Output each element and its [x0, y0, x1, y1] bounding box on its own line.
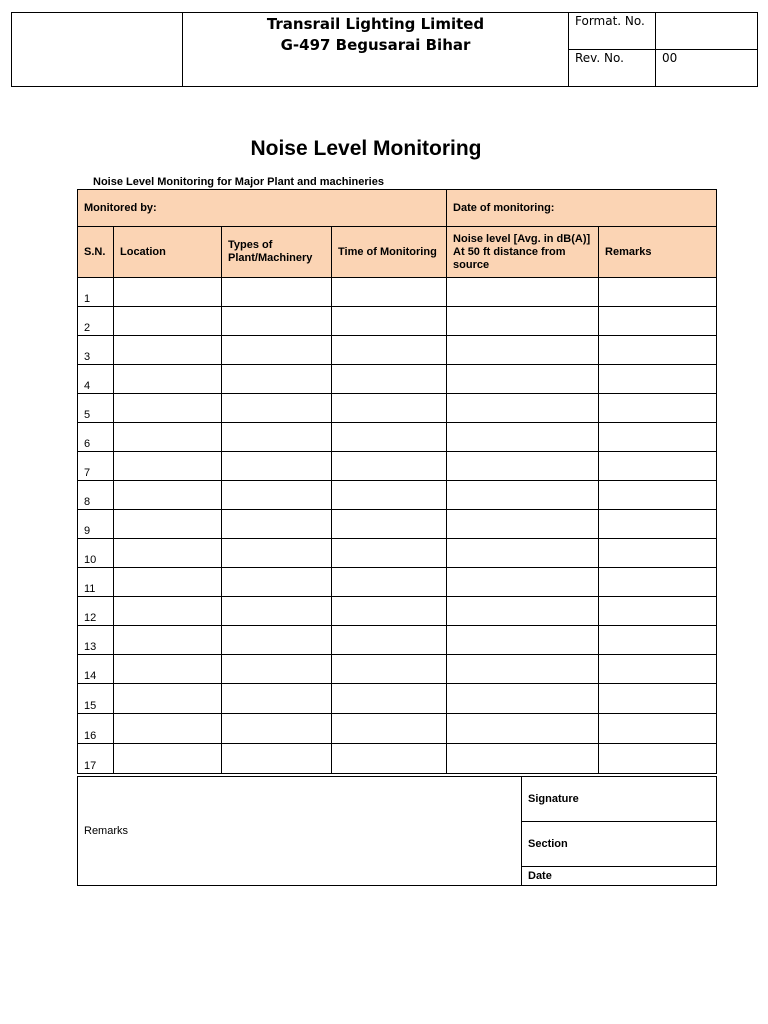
- signature-block: [77, 776, 717, 886]
- row-time-cell[interactable]: [332, 423, 447, 452]
- table-row: [78, 394, 717, 423]
- table-row: [78, 481, 717, 510]
- table-row: [78, 684, 717, 714]
- row-remarks-cell[interactable]: [599, 744, 717, 774]
- row-remarks-cell[interactable]: [599, 336, 717, 365]
- row-remarks-cell[interactable]: [599, 423, 717, 452]
- row-location-cell[interactable]: [114, 539, 222, 568]
- row-types-cell[interactable]: [222, 744, 332, 774]
- row-types-cell[interactable]: [222, 481, 332, 510]
- row-remarks-cell[interactable]: [599, 394, 717, 423]
- row-remarks-cell[interactable]: [599, 278, 717, 307]
- row-time-cell[interactable]: [332, 539, 447, 568]
- row-time-cell[interactable]: [332, 336, 447, 365]
- row-sn: 17: [78, 744, 114, 774]
- signature-field[interactable]: Signature: [522, 777, 717, 822]
- row-time-cell[interactable]: [332, 655, 447, 684]
- row-time-cell[interactable]: [332, 626, 447, 655]
- table-row: [78, 510, 717, 539]
- col-header-sn: S.N.: [78, 227, 114, 278]
- row-types-cell[interactable]: [222, 539, 332, 568]
- row-sn: 13: [78, 626, 114, 655]
- row-location-cell[interactable]: [114, 714, 222, 744]
- row-sn: 16: [78, 714, 114, 744]
- row-location-cell[interactable]: [114, 452, 222, 481]
- row-types-cell[interactable]: [222, 626, 332, 655]
- monitored-by-field[interactable]: Monitored by:: [78, 190, 447, 227]
- row-sn: 7: [78, 452, 114, 481]
- col-header-time: Time of Monitoring: [332, 227, 447, 278]
- row-noise-cell[interactable]: [447, 394, 599, 423]
- row-noise-cell[interactable]: [447, 714, 599, 744]
- row-types-cell[interactable]: [222, 307, 332, 336]
- row-remarks-cell[interactable]: [599, 597, 717, 626]
- row-remarks-cell[interactable]: [599, 626, 717, 655]
- company-block: [183, 13, 569, 87]
- row-noise-cell[interactable]: [447, 510, 599, 539]
- row-types-cell[interactable]: [222, 452, 332, 481]
- rev-no-label: Rev. No.: [569, 50, 656, 87]
- table-row: [78, 365, 717, 394]
- row-location-cell[interactable]: [114, 336, 222, 365]
- row-noise-cell[interactable]: [447, 597, 599, 626]
- row-time-cell[interactable]: [332, 510, 447, 539]
- row-types-cell[interactable]: [222, 597, 332, 626]
- row-types-cell[interactable]: [222, 336, 332, 365]
- row-remarks-cell[interactable]: [599, 539, 717, 568]
- format-no-value[interactable]: [656, 13, 758, 50]
- row-sn: 6: [78, 423, 114, 452]
- row-time-cell[interactable]: [332, 278, 447, 307]
- row-remarks-cell[interactable]: [599, 655, 717, 684]
- row-noise-cell[interactable]: [447, 744, 599, 774]
- row-time-cell[interactable]: [332, 365, 447, 394]
- row-types-cell[interactable]: [222, 394, 332, 423]
- row-sn: 1: [78, 278, 114, 307]
- row-remarks-cell[interactable]: [599, 307, 717, 336]
- row-noise-cell[interactable]: [447, 423, 599, 452]
- row-location-cell[interactable]: [114, 307, 222, 336]
- section-field[interactable]: Section: [522, 822, 717, 867]
- row-location-cell[interactable]: [114, 278, 222, 307]
- row-noise-cell[interactable]: [447, 481, 599, 510]
- col-header-location: Location: [114, 227, 222, 278]
- row-noise-cell[interactable]: [447, 278, 599, 307]
- page-title: Noise Level Monitoring: [250, 137, 482, 160]
- row-sn: 8: [78, 481, 114, 510]
- table-row: [78, 336, 717, 365]
- col-header-types: Types of Plant/Machinery: [222, 227, 332, 278]
- row-noise-cell[interactable]: [447, 336, 599, 365]
- company-address: G-497 Begusarai Bihar: [280, 36, 471, 54]
- row-time-cell[interactable]: [332, 714, 447, 744]
- table-row: [78, 539, 717, 568]
- row-sn: 5: [78, 394, 114, 423]
- noise-level-line-1: Noise level [Avg. in dB(A)]: [453, 232, 591, 245]
- row-remarks-cell[interactable]: [599, 365, 717, 394]
- row-remarks-cell[interactable]: [599, 684, 717, 714]
- row-location-cell[interactable]: [114, 394, 222, 423]
- form-subtitle: Noise Level Monitoring for Major Plant and machineries: [93, 176, 384, 188]
- row-location-cell[interactable]: [114, 365, 222, 394]
- date-field[interactable]: Date: [522, 867, 717, 886]
- table-row: [78, 714, 717, 744]
- row-location-cell[interactable]: [114, 744, 222, 774]
- row-location-cell[interactable]: [114, 481, 222, 510]
- row-types-cell[interactable]: [222, 510, 332, 539]
- row-location-cell[interactable]: [114, 510, 222, 539]
- row-noise-cell[interactable]: [447, 626, 599, 655]
- noise-monitoring-table: [77, 189, 717, 774]
- row-types-cell[interactable]: [222, 365, 332, 394]
- row-types-cell[interactable]: [222, 423, 332, 452]
- row-sn: 3: [78, 336, 114, 365]
- row-noise-cell[interactable]: [447, 539, 599, 568]
- row-sn: 9: [78, 510, 114, 539]
- table-row: [78, 307, 717, 336]
- row-sn: 10: [78, 539, 114, 568]
- row-noise-cell[interactable]: [447, 684, 599, 714]
- row-location-cell[interactable]: [114, 423, 222, 452]
- row-remarks-cell[interactable]: [599, 452, 717, 481]
- row-time-cell[interactable]: [332, 394, 447, 423]
- row-sn: 11: [78, 568, 114, 597]
- row-types-cell[interactable]: [222, 684, 332, 714]
- format-no-label: Format. No.: [569, 13, 656, 50]
- row-sn: 2: [78, 307, 114, 336]
- logo-area: [12, 13, 183, 87]
- row-time-cell[interactable]: [332, 597, 447, 626]
- row-time-cell[interactable]: [332, 744, 447, 774]
- rev-no-value: 00: [656, 50, 758, 87]
- row-time-cell[interactable]: [332, 568, 447, 597]
- company-name: Transrail Lighting Limited: [266, 15, 485, 33]
- row-remarks-cell[interactable]: [599, 481, 717, 510]
- row-location-cell[interactable]: [114, 597, 222, 626]
- row-location-cell[interactable]: [114, 626, 222, 655]
- row-time-cell[interactable]: [332, 452, 447, 481]
- row-types-cell[interactable]: [222, 278, 332, 307]
- row-sn: 14: [78, 655, 114, 684]
- row-types-cell[interactable]: [222, 568, 332, 597]
- table-row: [78, 597, 717, 626]
- row-types-cell[interactable]: [222, 714, 332, 744]
- row-noise-cell[interactable]: [447, 568, 599, 597]
- table-row: [78, 423, 717, 452]
- table-row: [78, 568, 717, 597]
- footer-remarks-field[interactable]: Remarks: [78, 777, 522, 886]
- table-row: [78, 744, 717, 774]
- row-location-cell[interactable]: [114, 655, 222, 684]
- row-location-cell[interactable]: [114, 684, 222, 714]
- row-remarks-cell[interactable]: [599, 510, 717, 539]
- row-sn: 12: [78, 597, 114, 626]
- row-remarks-cell[interactable]: [599, 714, 717, 744]
- row-time-cell[interactable]: [332, 684, 447, 714]
- row-sn: 4: [78, 365, 114, 394]
- row-noise-cell[interactable]: [447, 307, 599, 336]
- row-remarks-cell[interactable]: [599, 568, 717, 597]
- col-header-remarks: Remarks: [599, 227, 717, 278]
- row-time-cell[interactable]: [332, 481, 447, 510]
- table-row: [78, 278, 717, 307]
- table-row: [78, 655, 717, 684]
- table-row: [78, 452, 717, 481]
- row-noise-cell[interactable]: [447, 655, 599, 684]
- row-location-cell[interactable]: [114, 568, 222, 597]
- date-of-monitoring-field[interactable]: Date of monitoring:: [447, 190, 717, 227]
- row-noise-cell[interactable]: [447, 452, 599, 481]
- col-header-noise-level: [447, 227, 599, 278]
- row-noise-cell[interactable]: [447, 365, 599, 394]
- table-row: [78, 626, 717, 655]
- noise-level-line-2: At 50 ft distance from source: [453, 245, 566, 271]
- row-time-cell[interactable]: [332, 307, 447, 336]
- row-sn: 15: [78, 684, 114, 714]
- row-types-cell[interactable]: [222, 655, 332, 684]
- document-header: [11, 12, 758, 87]
